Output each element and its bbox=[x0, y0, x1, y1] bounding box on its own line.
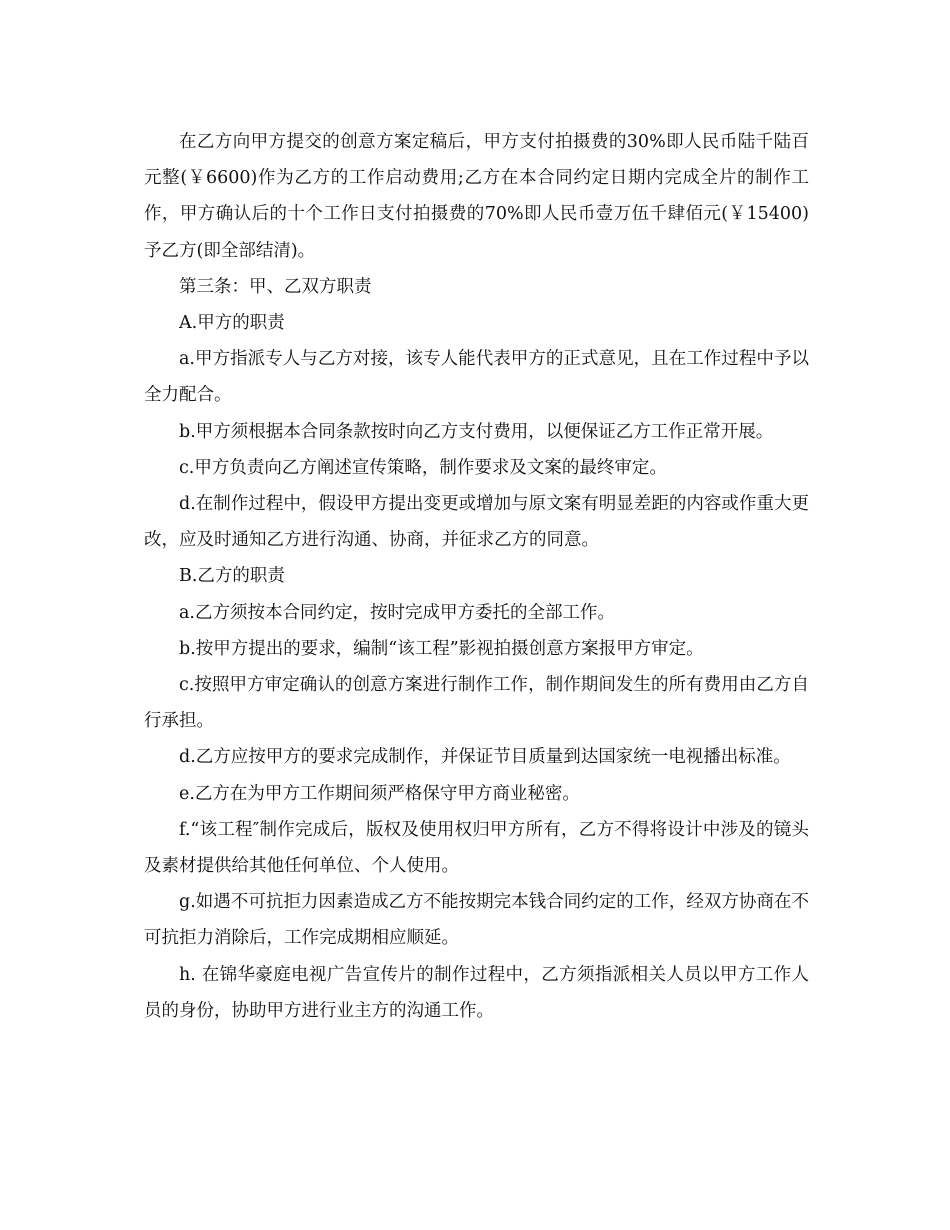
party-b-item-a: a.乙方须按本合同约定，按时完成甲方委托的全部工作。 bbox=[179, 602, 615, 623]
party-b-item-f: f.“该工程″制作完成后，版权及使用权归甲方所有，乙方不得将设计中涉及的镜头及素材提供给其他任何单位、个人使用。 bbox=[144, 819, 809, 877]
party-b-item-d: d.乙方应按甲方的要求完成制作，并保证节目质量到达国家统一电视播出标准。 bbox=[179, 747, 791, 768]
party-a-item-d: d.在制作过程中，假设甲方提出变更或增加与原文案有明显差距的内容或作重大更改，应及时通知乙方进行沟通、协商，并征求乙方的同意。 bbox=[144, 494, 809, 551]
heading-party-a-duties: A.甲方的职责 bbox=[179, 313, 285, 334]
paragraph-payment-terms: 在乙方向甲方提交的创意方案定稿后，甲方支付拍摄费的30%即人民币陆千陆百元整(￥6600)作为乙方的工作启动费用;乙方在本合同约定日期内完成全片的制作工作，甲方确认后的十个工作日支付拍摄费的70%即人民币壹万伍千肆佰元(￥15400)予乙方(即全部结清)。 bbox=[144, 132, 809, 261]
document-body bbox=[144, 124, 809, 1029]
party-b-item-c: c.按照甲方审定确认的创意方案进行制作工作，制作期间发生的所有费用由乙方自行承担。 bbox=[144, 675, 809, 732]
party-a-item-b: b.甲方须根据本合同条款按时向乙方支付费用，以便保证乙方工作正常开展。 bbox=[179, 421, 774, 442]
party-b-item-g: g.如遇不可抗拒力因素造成乙方不能按期完本钱合同约定的工作，经双方协商在不可抗拒力消除后，工作完成期相应顺延。 bbox=[144, 892, 809, 949]
party-b-item-h: h. 在锦华豪庭电视广告宣传片的制作过程中，乙方须指派相关人员以甲方工作人员的身份，协助甲方进行业主方的沟通工作。 bbox=[144, 964, 809, 1021]
heading-article-three: 第三条：甲、乙双方职责 bbox=[179, 276, 372, 297]
party-b-item-b: b.按甲方提出的要求，编制“该工程”影视拍摄创意方案报甲方审定。 bbox=[179, 638, 704, 659]
party-a-item-a: a.甲方指派专人与乙方对接，该专人能代表甲方的正式意见，且在工作过程中予以全力配合。 bbox=[144, 349, 809, 406]
party-a-item-c: c.甲方负责向乙方阐述宣传策略，制作要求及文案的最终审定。 bbox=[179, 457, 667, 478]
heading-party-b-duties: B.乙方的职责 bbox=[179, 566, 285, 587]
party-b-item-e: e.乙方在为甲方工作期间须严格保守甲方商业秘密。 bbox=[179, 783, 580, 804]
